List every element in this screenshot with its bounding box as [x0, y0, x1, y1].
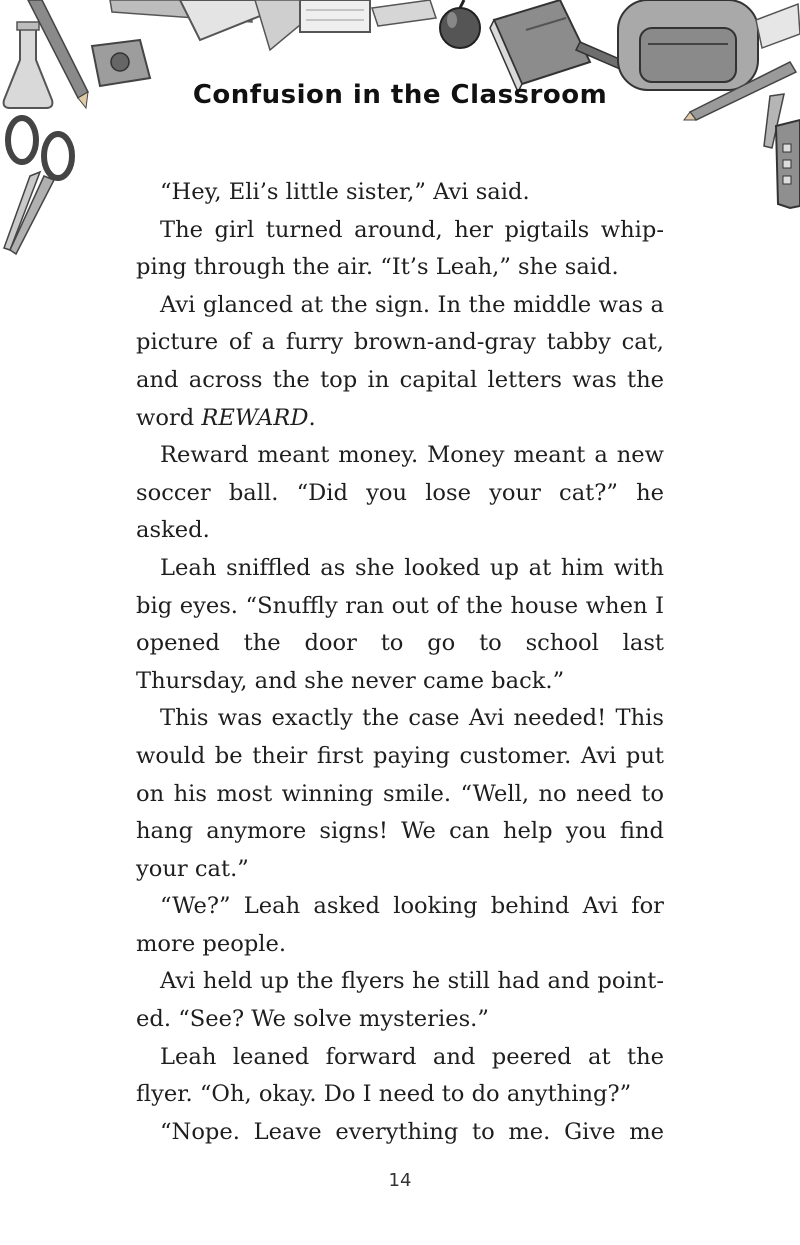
body-text	[136, 174, 664, 1151]
eraser-icon	[756, 4, 800, 48]
italic-text: REWARD	[201, 404, 309, 431]
text-run: Leah sniffled as she looked up at him with big eyes. “Snuffly ran out of the house when I opened the door to go to school last Thursday, and she never came back.”	[136, 554, 664, 694]
paragraph	[136, 287, 664, 437]
book-icon	[490, 0, 590, 92]
text-run: Avi glanced at the sign. In the middle was a picture of a furry brown-and-gray tabby cat, and across the top in capital letters was the word	[136, 291, 664, 431]
text-run: Leah leaned forward and peered at the flyer. “Oh, okay. Do I need to do anything?”	[136, 1043, 664, 1108]
paragraph	[136, 700, 664, 888]
chapter-title: Confusion in the Classroom	[192, 80, 608, 110]
paragraph	[136, 550, 664, 700]
text-run: “Nope. Leave everything to me. Give me	[160, 1118, 664, 1145]
notepad-icon	[300, 0, 370, 32]
paragraph	[136, 963, 664, 1038]
paragraph	[136, 1039, 664, 1114]
eraser-icon	[372, 0, 436, 26]
text-run: .	[308, 404, 316, 431]
text-run: “We?” Leah asked looking behind Avi for more people.	[136, 893, 664, 957]
paragraph	[136, 1114, 664, 1152]
scissors-icon	[4, 118, 72, 254]
paragraph	[136, 437, 664, 550]
backpack-icon	[618, 0, 758, 90]
paragraph	[136, 212, 664, 287]
text-run: The girl turned around, her pigtails whipping through the air. “It’s Leah,” she said.	[136, 216, 664, 281]
page-number: 14	[388, 1170, 412, 1191]
paragraph	[136, 174, 664, 212]
text-run: This was exactly the case Avi needed! This would be their first paying customer. Avi put on his most winning smile. “Well, no need to hang anymore signs! We can help you find your cat.”	[136, 705, 664, 882]
text-run: Avi held up the flyers he still had and pointed. “See? We solve mysteries.”	[136, 968, 664, 1033]
text-run: “Hey, Eli’s little sister,” Avi said.	[160, 179, 530, 205]
paragraph	[136, 888, 664, 963]
apple-icon	[440, 0, 480, 48]
calculator-icon	[776, 120, 800, 208]
text-run: Reward meant money. Money meant a new soccer ball. “Did you lose your cat?” he asked.	[136, 442, 664, 544]
